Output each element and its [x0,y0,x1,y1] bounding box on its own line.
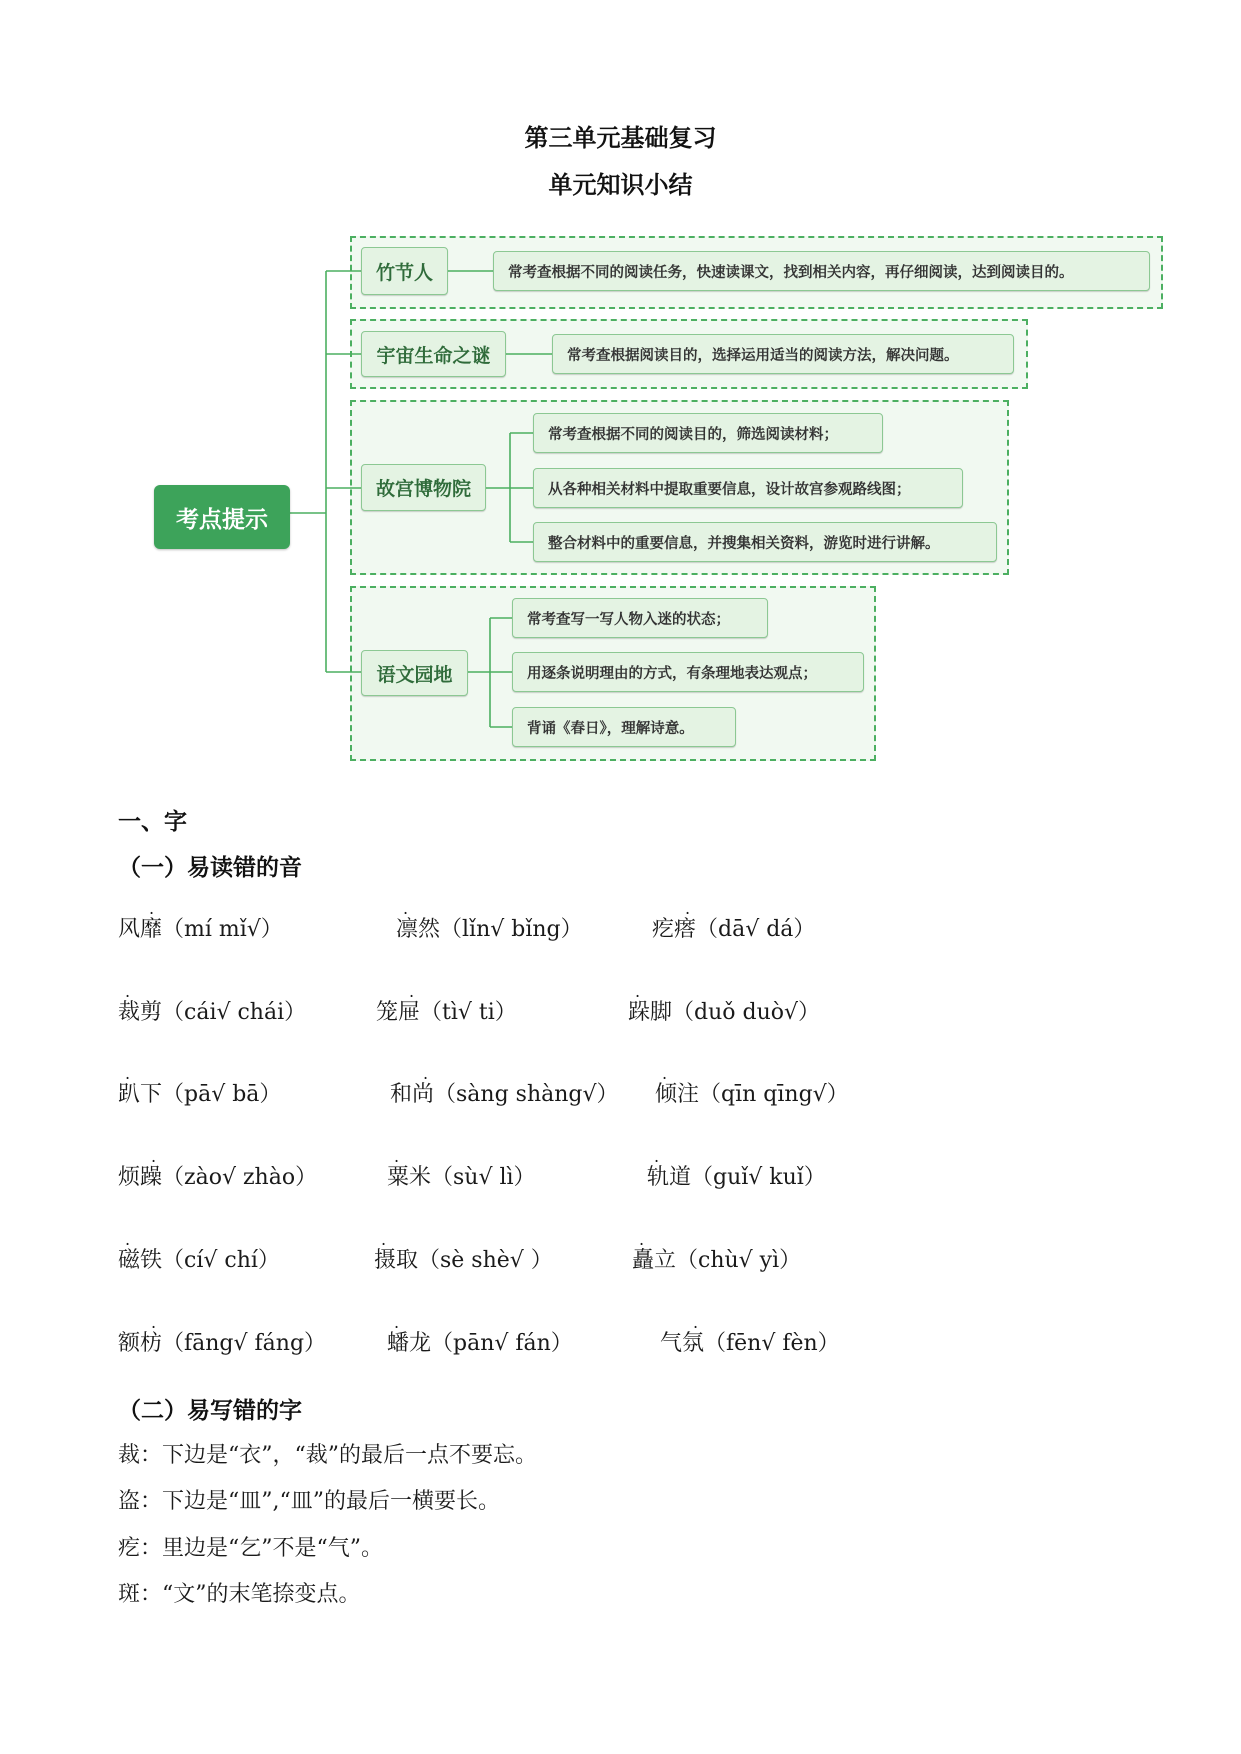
point-universe-1: 常考查根据阅读目的，选择运用适当的阅读方法，解决问题。 [552,334,1014,374]
point-chinese-garden-2: 用逐条说明理由的方式，有条理地表达观点； [512,652,864,692]
page-subtitle: 单元知识小结 [548,171,693,199]
pronunciation-item: . 摄取（sè shè√ ） [374,1230,553,1273]
pronunciation-item: . 轨道（guǐ√ kuǐ） [647,1147,826,1190]
pronunciation-item: . 蟠龙（pān√ fán） [387,1313,573,1356]
topic-chinese-garden: 语文园地 [361,650,468,696]
topic-palace-museum: 故宫博物院 [361,464,486,511]
topic-universe: 宇宙生命之谜 [361,331,506,377]
pronunciation-item: . 疙瘩（dā√ dá） [652,899,816,942]
page-title: 第三单元基础复习 [524,124,717,152]
pronunciation-item: . 粟米（sù√ lì） [387,1147,536,1190]
point-bamboo-man-1: 常考查根据不同的阅读任务，快速读课文，找到相关内容，再仔细阅读，达到阅读目的。 [493,251,1150,291]
pronunciation-item: . 额枋（fāng√ fáng） [118,1313,327,1356]
pronunciation-item: . 气氛（fēn√ fèn） [660,1313,840,1356]
pronunciation-item: . 和尚（sàng shàng√） [390,1064,619,1107]
pronunciation-item: . 倾注（qīn qīng√） [655,1064,849,1107]
writing-note: 疙：里边是“乞”不是“气”。 [118,1536,383,1561]
pronunciation-item: . 趴下（pā√ bā） [118,1064,282,1107]
pronunciation-item: . 烦躁（zào√ zhào） [118,1147,318,1190]
point-palace-museum-3: 整合材料中的重要信息，并搜集相关资料，游览时进行讲解。 [533,522,997,562]
writing-note: 裁：下边是“衣”，“裁”的最后一点不要忘。 [118,1443,537,1468]
point-chinese-garden-3: 背诵《春日》，理解诗意。 [512,707,736,747]
pronunciation-item: . 磁铁（cí√ chí） [118,1230,280,1273]
mind-map-root: 考点提示 [154,485,290,549]
writing-note: 斑：“文”的末笔捺变点。 [118,1582,361,1607]
pronunciation-item: . 笼屉（tì√ ti） [376,982,517,1025]
subsection-heading-writing: （二）易写错的字 [118,1398,302,1424]
pronunciation-item: . 矗立（chù√ yì） [632,1230,802,1273]
pronunciation-item: . 裁剪（cái√ chái） [118,982,307,1025]
point-palace-museum-1: 常考查根据不同的阅读目的，筛选阅读材料； [533,413,883,453]
subsection-heading-pronunciation: （一）易读错的音 [118,855,302,881]
section-heading-characters: 一、字 [118,809,187,835]
mind-map [0,0,1241,780]
point-chinese-garden-1: 常考查写一写人物入迷的状态； [512,598,768,638]
point-palace-museum-2: 从各种相关材料中提取重要信息，设计故宫参观路线图； [533,468,963,508]
pronunciation-item: . 凛然（lǐn√ bǐng） [396,899,583,942]
topic-bamboo-man: 竹节人 [361,247,448,295]
writing-note: 盗：下边是“皿”,“皿”的最后一横要长。 [118,1489,500,1514]
pronunciation-item: . 跺脚（duǒ duò√） [628,982,821,1025]
pronunciation-item: . 风靡（mí mǐ√） [118,899,283,942]
